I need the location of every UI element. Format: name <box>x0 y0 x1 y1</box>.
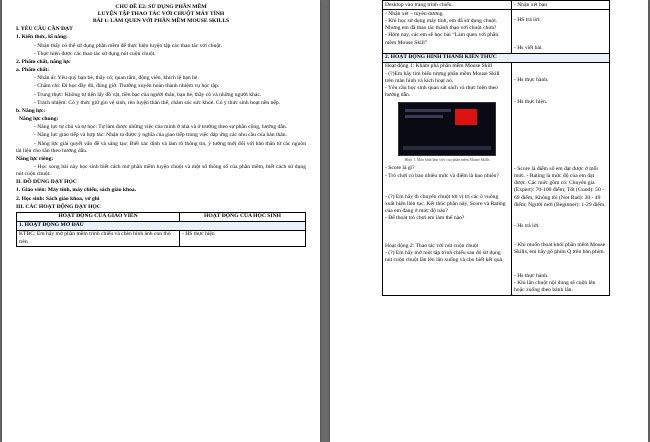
cell-line: - Yêu cầu học sinh quan sát sách và thực hiện theo hướng dẫn. <box>385 84 498 99</box>
paragraph: - Trách nhiệm: Có ý thức giữ gìn vệ sinh, rèn luyện thân thể, chăm sóc sức khoẻ. Có ý thức sinh hoạt nền nếp. <box>34 99 281 106</box>
cell-line: - (?) Em hãy di chuyển chuột tới vị trí các ô vuông xuất hiện liên tục. Kết thúc phần này, Score và Rating của em đang ở mức độ nào? <box>385 193 506 215</box>
section-row-opening: 1. HOẠT ĐỘNG MỞ ĐẦU <box>17 221 306 230</box>
cell-line: - Hôm nay, các em sẽ học bài “Làm quen với phần mềm Mouse Skill” <box>385 32 499 46</box>
cell-line: - Khi học sử dụng máy tính, em đã sử dụng chuột. Nhưng em đã thao tác thành thạo với chuột chưa? <box>385 17 498 32</box>
figure-text-bar <box>405 115 443 118</box>
teacher-cell: KTBC: Em hãy mở phần mềm trình chiếu và chèn hình ảnh con thỏ trên <box>17 230 180 246</box>
teacher-cell <box>383 10 512 53</box>
student-cell <box>512 10 610 53</box>
figure-bottom-bar <box>403 146 491 150</box>
subheading-qualities-a: a. Phẩm chất: <box>16 67 50 74</box>
cell-line: - Hs thực hành. <box>514 77 549 84</box>
student-cell <box>512 62 610 295</box>
cell-line: - Trò chơi có bao nhiêu mức và điểm là bao nhiêu? <box>385 172 499 179</box>
table-row <box>17 230 306 246</box>
teacher-cell: Desktop vào trang trình chiếu. <box>383 1 512 10</box>
paragraph: - Năng lực giao tiếp và hợp tác: Nhận ra được ý nghĩa của giao tiếp trong việc đáp ứng các nhu cầu của bản thân. <box>34 132 287 139</box>
lesson-title-line-3: BÀI 1: LÀM QUEN VỚI PHẦN MỀM MOUSE SKILLS <box>92 18 230 25</box>
page-left-content <box>16 4 306 247</box>
paragraph: - Trung thực: Không tự tiện lấy đồ vật, tiền bạc của người thân, bạn bè, thầy cô và những người khác. <box>34 91 262 98</box>
paragraph: - Thực hiện được các thao tác sử dụng nút cuộn chuột. <box>34 50 156 57</box>
cell-line: - Nhận xét – tuyên dương. <box>385 10 444 17</box>
cell-line: - HS trả lời: <box>514 16 541 23</box>
subheading-general-competence: Năng lực chung: <box>19 116 59 123</box>
student-cell: - HS thực hiện <box>180 230 306 246</box>
figure-red-square <box>455 109 477 125</box>
cell-line: - Khi lăn chuột nội dung sẽ cuộn lên hoặc xuống theo bánh lăn. <box>514 279 596 293</box>
activities-table <box>16 212 306 247</box>
lesson-title-line-2: LUYỆN TẬP THAO TÁC VỚI CHUỘT MÁY TÍNH <box>97 11 225 18</box>
cell-line: - Hs thực hành. <box>514 272 549 279</box>
subheading-competence: b. Năng lực: <box>16 107 46 114</box>
page-right-content <box>382 0 610 296</box>
section-heading-materials: II. ĐỒ DÙNG DẠY HỌC <box>16 179 77 186</box>
figure-text-bar <box>405 109 451 112</box>
activities-table-continued <box>382 0 610 296</box>
activity-1-title: Hoạt động 1: Khám phá phần mềm Mouse Skill <box>385 63 493 70</box>
document-page-right <box>330 0 648 442</box>
header-teacher-activity: HOẠT ĐỘNG CỦA GIÁO VIÊN <box>17 212 180 221</box>
cell-line: - Để thoát trò chơi em làm thế nào? <box>385 215 465 222</box>
subheading-specific-competence: Năng lực riêng: <box>16 155 54 162</box>
activity-2-title: Hoạt động 2: Thao tác với nút cuộn chuột <box>385 242 479 249</box>
cell-line: - Score là điểm số em đạt được ở mỗi mức. - Rating là mức độ của em đạt được. Các mức gồm có: Chuyên gia (Expert): 70-100 điểm; Tốt (Good): 50 - 69 điểm; Không tồi (Not Bad): 30 - 49 điểm; Người mới (Beginner): 1-29 điểm. <box>514 165 606 208</box>
section-heading-requirements: I. YÊU CẦU CẦN ĐẠT <box>16 26 73 33</box>
materials-teacher: 1. Giáo viên: Máy tính, máy chiếu, sách giáo khoa. <box>16 187 137 194</box>
document-page-left <box>2 0 320 442</box>
section-heading-activities: III. CÁC HOẠT ĐỘNG DẠY HỌC <box>16 203 101 210</box>
subheading-qualities: 2. Phẩm chất, năng lực <box>16 58 71 65</box>
student-cell: - Nhận xét bạn <box>512 1 610 10</box>
cell-line: - Score là gì? <box>385 165 415 172</box>
mouse-skills-screenshot-figure <box>398 102 496 156</box>
subheading-knowledge: 1. Kiến thức, kĩ năng: <box>16 34 68 41</box>
lesson-title-line-1: CHỦ ĐỀ E2: SỬ DỤNG PHẦN MỀM <box>115 4 207 10</box>
teacher-cell <box>383 62 512 295</box>
cell-line: - Hs viết bài. <box>514 44 543 51</box>
table-row <box>383 10 610 53</box>
paragraph: - Học xong bài này học sinh biết cách mở phần mềm luyện chuột và một số thông số của phần mềm, biết cách sử dụng nút cuộn chuột. <box>16 164 306 178</box>
cell-line: - Hs trả lời. <box>514 222 540 229</box>
paragraph: - Năng lực giải quyết vấn đề và sáng tạo: Biết xác định và làm rõ thông tin, ý tưởng mới đối với bản thân từ các nguồn tài liệu cho sẵn theo hướng dẫn. <box>16 140 306 154</box>
paragraph: - Nhận thấy có thể sử dụng phần mềm để thực hiện luyện tập các thao tác với chuột. <box>34 42 223 49</box>
section-row-knowledge: 2. HOẠT ĐỘNG HÌNH THÀNH KIẾN THỨC <box>383 53 610 62</box>
cell-line: - (?)Em hãy tìm biểu tượng phần mềm Mouse Skill trên màn hình và kích hoạt nó. <box>385 70 500 84</box>
paragraph: - Nhân ái: Yêu quý bạn bè, thầy cô; quan tâm, động viên, khích lệ bạn bè. <box>34 75 199 82</box>
paragraph: - Chăm chỉ: Đi học đầy đủ, đúng giờ. Thường xuyên hoàn thành nhiệm vụ học tập. <box>34 83 220 90</box>
cell-line: - (?) Em hãy mở một tập trình chiếu sau đó sử dụng nút cuộn chuột lăn lên lăn xuống và cho biết kết quả. <box>385 249 504 263</box>
cell-line: - Khi muốn thoát khỏi phần mềm Mouse Skills, em hãy gõ phím Q trên bàn phím. <box>514 242 606 256</box>
paragraph: - Năng lực tự chủ và tự học: Tự làm được những việc của mình ở nhà và ở trường theo sự phân công, hướng dẫn. <box>34 124 288 131</box>
header-student-activity: HOẠT ĐỘNG CỦA HỌC SINH <box>180 212 306 221</box>
cell-line: - Hs thực hiện. <box>514 98 548 105</box>
table-row <box>383 62 610 295</box>
materials-student: 2. Học sinh: Sách giáo khoa, vở ghi <box>16 195 100 202</box>
figure-caption: Hình 1. Màn hình làm việc của phần mềm Mouse Skills <box>404 158 490 163</box>
table-row <box>383 1 610 10</box>
